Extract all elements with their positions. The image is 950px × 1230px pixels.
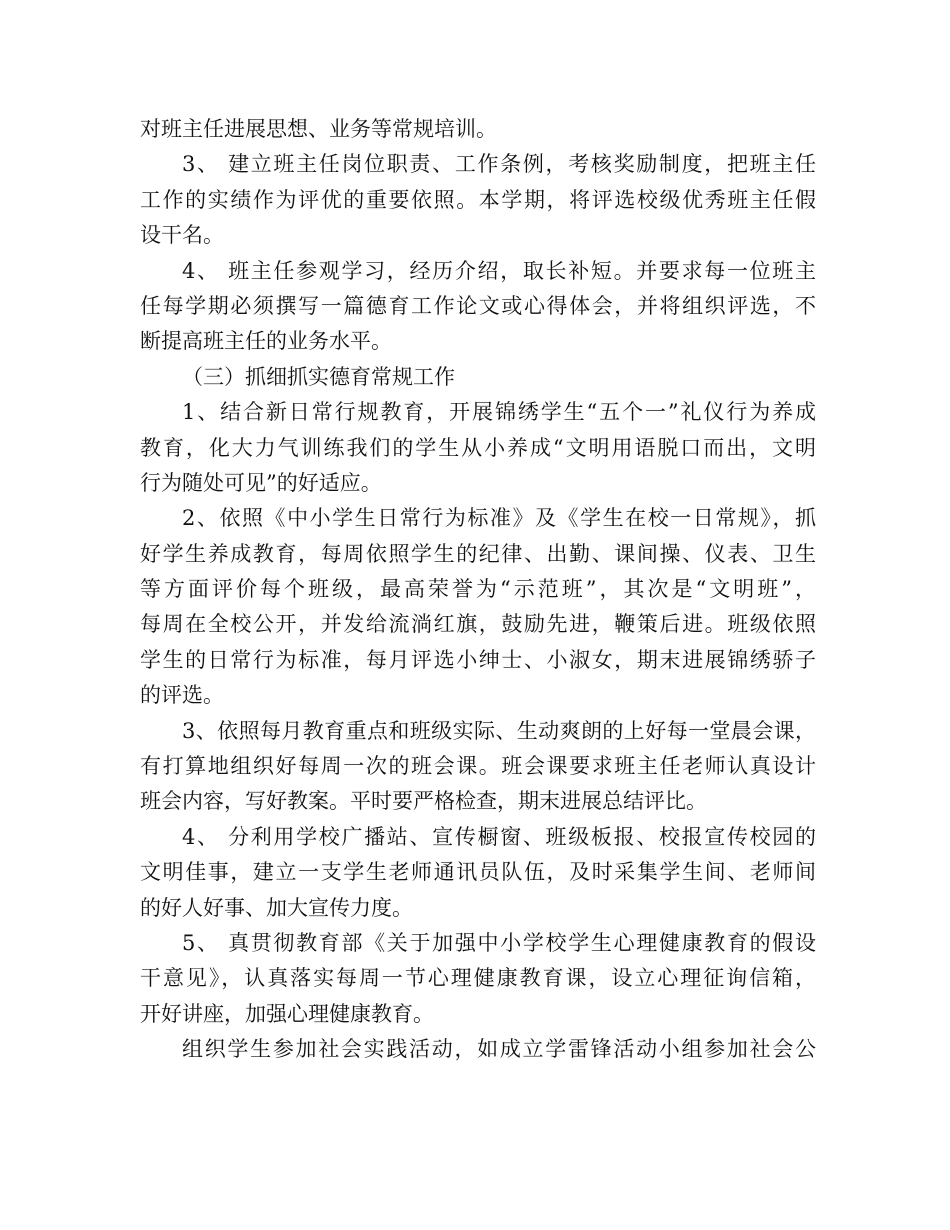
text-line: 的评选。: [140, 683, 224, 708]
text-line: 3、依照每月教育重点和班级实际、生动爽朗的上好每一堂晨会课，: [182, 718, 816, 743]
text-line: （三）抓细抓实德育常规工作: [182, 364, 455, 389]
text-line: 有打算地组织好每周一次的班会课。班会课要求班主任老师认真设计: [140, 754, 816, 779]
text-line: 任每学期必须撰写一篇德育工作论文或心得体会，并将组织评选，不: [140, 293, 816, 318]
text-line: 1、结合新日常行规教育，开展锦绣学生“五个一”礼仪行为养成: [182, 400, 816, 425]
text-line: 学生的日常行为标准，每月评选小绅士、小淑女，期末进展锦绣骄子: [140, 647, 816, 672]
text-line: 干意见》，认真落实每周一节心理健康教育课，设立心理征询信箱，: [140, 966, 816, 991]
document-body: [140, 112, 816, 1068]
text-line: 4、 班主任参观学习，经历介绍，取长补短。并要求每一位班主: [182, 258, 816, 283]
text-line: 4、 分利用学校广播站、宣传橱窗、班级板报、校报宣传校园的: [182, 824, 816, 849]
text-line: 设干名。: [140, 223, 224, 248]
text-line: 好学生养成教育，每周依照学生的纪律、出勤、课间操、仪表、卫生: [140, 541, 816, 566]
text-line: 每周在全校公开，并发给流淌红旗，鼓励先进，鞭策后进。班级依照: [140, 612, 816, 637]
text-line: 5、 真贯彻教育部《关于加强中小学校学生心理健康教育的假设: [182, 930, 816, 955]
text-line: 对班主任进展思想、业务等常规培训。: [140, 117, 497, 141]
text-line: 文明佳事，建立一支学生老师通讯员队伍，及时采集学生间、老师间: [140, 860, 816, 885]
text-line: 工作的实绩作为评优的重要依照。本学期，将评选校级优秀班主任假: [140, 187, 816, 212]
text-line: 教育，化大力气训练我们的学生从小养成“文明用语脱口而出，文明: [140, 435, 816, 460]
text-line: 班会内容，写好教案。平时要严格检查，期末进展总结评比。: [140, 789, 707, 814]
text-line: 行为随处可见”的好适应。: [140, 470, 382, 495]
text-line: 开好讲座，加强心理健康教育。: [140, 1001, 434, 1026]
text-line: 断提高班主任的业务水平。: [140, 329, 392, 354]
text-line: 2、依照《中小学生日常行为标准》及《学生在校一日常规》，抓: [182, 506, 816, 531]
text-line: 等方面评价每个班级，最高荣誉为“示范班”，其次是“文明班”，: [140, 577, 816, 602]
text-line: 3、 建立班主任岗位职责、工作条例，考核奖励制度，把班主任: [182, 152, 816, 177]
text-line: 的好人好事、加大宣传力度。: [140, 895, 413, 920]
text-line: 组织学生参加社会实践活动，如成立学雷锋活动小组参加社会公: [182, 1037, 816, 1062]
